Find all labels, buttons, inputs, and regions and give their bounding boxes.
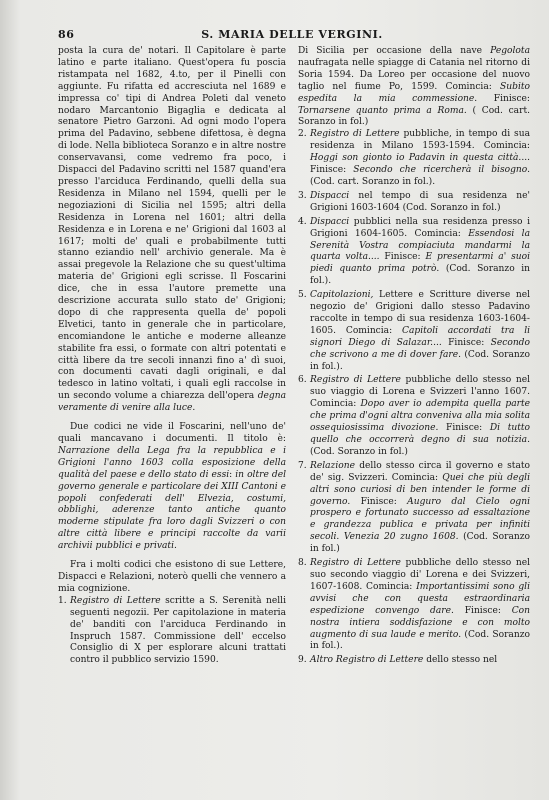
entry-title: Registro di Lettere (310, 375, 401, 386)
entry-text: dello stesso nel (423, 655, 498, 666)
explicit: Con nostra intiera soddisfazione e con molto augmento di sua laude e merito. (310, 605, 530, 640)
entry-text: Finisce: (379, 252, 426, 263)
entry-source: (Cod. Soranzo in fol.) (310, 532, 531, 555)
entry-title: Registro di Lettere (310, 129, 400, 140)
entry-source: (Cod. Soranzo in fol.). (310, 264, 530, 287)
entry-number: 9. (298, 655, 307, 666)
entry-number: 2. (298, 129, 307, 140)
catalog-entry-7 (298, 461, 530, 556)
entry-number: 5. (298, 290, 307, 301)
entry-text: pubbliche, in tempo di sua residenza in Milano 1593-1594. Comincia: (310, 129, 530, 152)
incipit: Dopo aver io adempita quella parte che prima d'ogni altra conveniva alla mia solita ossequiosissima divozione. (310, 399, 531, 434)
entry-text: pubbliche dello stesso nel suo secondo viaggio di' Lorena e dei Svizzeri, 1607-1608. Comincia: (310, 558, 530, 592)
page-number: 86 (58, 28, 75, 41)
page-header (58, 28, 526, 44)
entry-source: (Cod. Soranzo in fol.). (310, 629, 530, 652)
catalog-entry-1-continued (298, 46, 530, 129)
entry-text: Finisce: (453, 605, 512, 616)
entry-title: Capitolazioni, (310, 290, 374, 301)
explicit: Tornarsene quanto prima a Roma. (298, 105, 467, 116)
entry-text: Di Sicilia per occasione della nave (298, 46, 491, 56)
catalog-entry-1 (58, 596, 286, 667)
catalog-entry-5 (298, 290, 530, 373)
explicit: Secondo che ricercherà il bisogno. (353, 165, 530, 176)
entry-number: 6. (298, 375, 307, 386)
italic-title: Narrazione della Lega fra la repubblica e i Grigioni l'anno 1603 colla esposizione della qualità del paese e dello stato di essi (58, 445, 286, 480)
entry-number: 3. (298, 190, 307, 201)
entry-source: (Cod. cart. Soranzo in fol.). (310, 176, 436, 187)
explicit: Auguro dal Cielo ogni prospero e fortunato successo ad essaltazione e grandezza publica e privata per infiniti secoli. Venezia 20 zugno 1608. (310, 496, 530, 543)
entry-text: pubblici nella sua residenza presso i Grigioni 1604-1605. Comincia: (310, 216, 530, 239)
paragraph-padavino-works (58, 46, 286, 415)
entry-text: scritte a S. Serenità nelli seguenti negozii. Per capitolazione in materia de' banditi con l'arciduca Ferdinando in Inspruch 1587. Commissione dell' eccelso Consiglio di X per esplorare alcuni trattati contro il pubblico servizio 1590. (70, 595, 286, 666)
paragraph-codici-intro: Fra i molti codici che esistono di sue Lettere, Dispacci e Relazioni, noterò quelli che vennero a mia cognizione. (58, 560, 286, 594)
entry-text: Lettere e Scritture diverse nel negozio de' Grigioni dallo stesso Padavino raccolte in tempo di sua residenza 1603-1604-1605. Comincia: (310, 290, 530, 336)
explicit: E presentarmi a' suoi piedi quanto prima potrò. (310, 252, 530, 275)
running-title: S. MARIA DELLE VERGINI. (201, 28, 383, 41)
entry-number: 7. (298, 460, 307, 471)
catalog-entry-4 (298, 217, 530, 288)
incipit: Essendosi la Serenità Vostra compiaciuta mandarmi la quarta volta.... (310, 228, 530, 263)
explicit: Di tutto quello che occorrerà degno di sua notizia. (310, 423, 531, 445)
entry-title: Dispacci (310, 190, 350, 201)
entry-text: nel tempo di sua residenza ne' Grigioni 1603-1604 (Cod. Soranzo in fol.) (310, 190, 530, 213)
catalog-entry-6 (298, 375, 530, 458)
entry-source: (Cod. Soranzo in fol.). (310, 349, 530, 372)
entry-text: Finisce: (477, 93, 530, 104)
text: posta la cura de' notari. Il Capitolare è parte latino e parte italiano. Quest'opera fu poscia ristampata nel 1682, 4.to, per il Pinelli con aggiunte. Fu rifatta ed accresciuta nel 1689 e impressa co' tipi di Andrea Poleti dal veneto nodaro Marcantonio Bigaglia e dedicata al senatore Pietro Garzoni. Ad ogni modo l'opera prima del Padavino, sebbene difettosa, è degna di lode. Nella biblioteca Soranzo e in altre nostre conservavansi, come vedremo fra poco, i Dispacci del Padavino scritti nel 1587 quand'era presso l'arciduca Ferdinando, quelli della sua Residenza in Milano nel 1594, quelli per le negoziazioni di Sicilia nel 1595; altri della Residenza in Lorena nel 1601; altri della Residenza e in Lorena e ne' Grigioni dal 1603 al 1617; molti de' quali e probabilmente tutti stanno eziandio nell' archivio generale. Ma è assai pregevole la Relazione che su quest'ultima materia de' Grigioni egli scrisse. Il Foscarini dice, che in essa l'autore premette una descrizione accurata sullo stato de' Grigioni; dopo di che rappresenta quella de' popoli Elvetici, tanto in generale che in particolare, encomiandone le antiche e moderne alleanze stabilite fra essi, o formate con altri potentati e città libere da tre secoli innanzi fino a' dì suoi, con documenti cavati dagli originali, e dal tedesco in latino voltati, i quali egli raccolse in un secondo volume a chiarezza dell'opera (58, 46, 286, 402)
left-column (58, 46, 286, 669)
incipit: Importantissimi sono gli avvisi che con questa estraordinaria espedizione convengo dare. (310, 581, 530, 616)
entry-source: (Cod. Soranzo in fol.) (310, 446, 408, 457)
entry-text: naufragata nelle spiagge di Catania nel ritorno di Soria 1594. Da Loreo per occasione del nuovo taglio nel fiume Po, 1599. Comincia: (298, 57, 530, 92)
text: Due codici ne vide il Foscarini, nell'uno de' quali mancavano i documenti. Il titolo è: (58, 422, 286, 444)
incipit: Capitoli accordati tra li signori Diego di Salazar.... (310, 325, 531, 348)
text: : (229, 469, 236, 480)
entry-title: Registro di Lettere (70, 595, 161, 606)
entry-title: Altro Registro di Lettere (310, 655, 424, 666)
entry-text: Finisce: (438, 423, 490, 434)
entry-text: dello stesso circa il governo e stato de' sig. Svizzeri. Comincia: (310, 460, 530, 483)
italic-text: degna veramente di venire alla luce. (58, 391, 286, 414)
entry-number: 1. (58, 595, 67, 606)
entry-number: 4. (298, 216, 307, 227)
entry-text: pubbliche dello stesso nel suo viaggio di Lorena e Svizzeri l'anno 1607. Comincia: (310, 375, 530, 410)
entry-source: ( Cod. cart. Soranzo in fol.) (298, 105, 530, 128)
catalog-entry-2 (298, 129, 530, 189)
entry-text: Finisce: (441, 337, 491, 348)
italic-title: in oltre del governo generale e particolare dei XIII Cantoni e popoli confederati dell' Elvezia, costumi, obblighi, aderenze tanto antiche quanto moderne stipulate fra loro dagli Svizzeri o con altre città libere e principi raccolte da varii archivii pubblici e privati. (58, 469, 286, 552)
entry-title: Registro di Lettere (310, 558, 401, 569)
entry-title: Dispacci (310, 216, 350, 227)
entry-number: 8. (298, 558, 307, 569)
incipit: Quei che più degli altri sono curiosi di ben intender le forme di governo. (310, 472, 530, 507)
right-column (298, 46, 530, 669)
entry-title: Relazione (310, 460, 355, 471)
catalog-entry-8 (298, 558, 530, 653)
catalog-entry-9 (298, 655, 530, 667)
explicit: Secondo che scrivono a me di dover fare. (310, 337, 530, 360)
italic-text: Pegolota (490, 46, 530, 56)
entry-text: Finisce: (350, 496, 408, 507)
incipit: Subito espedita la mia commessione. (298, 81, 530, 104)
entry-text: Finisce: (310, 165, 354, 176)
catalog-entry-3 (298, 191, 530, 215)
paragraph-foscarini-codici (58, 422, 286, 553)
incipit: Hoggi son gionto io Padavin in questa città.... (310, 153, 530, 164)
